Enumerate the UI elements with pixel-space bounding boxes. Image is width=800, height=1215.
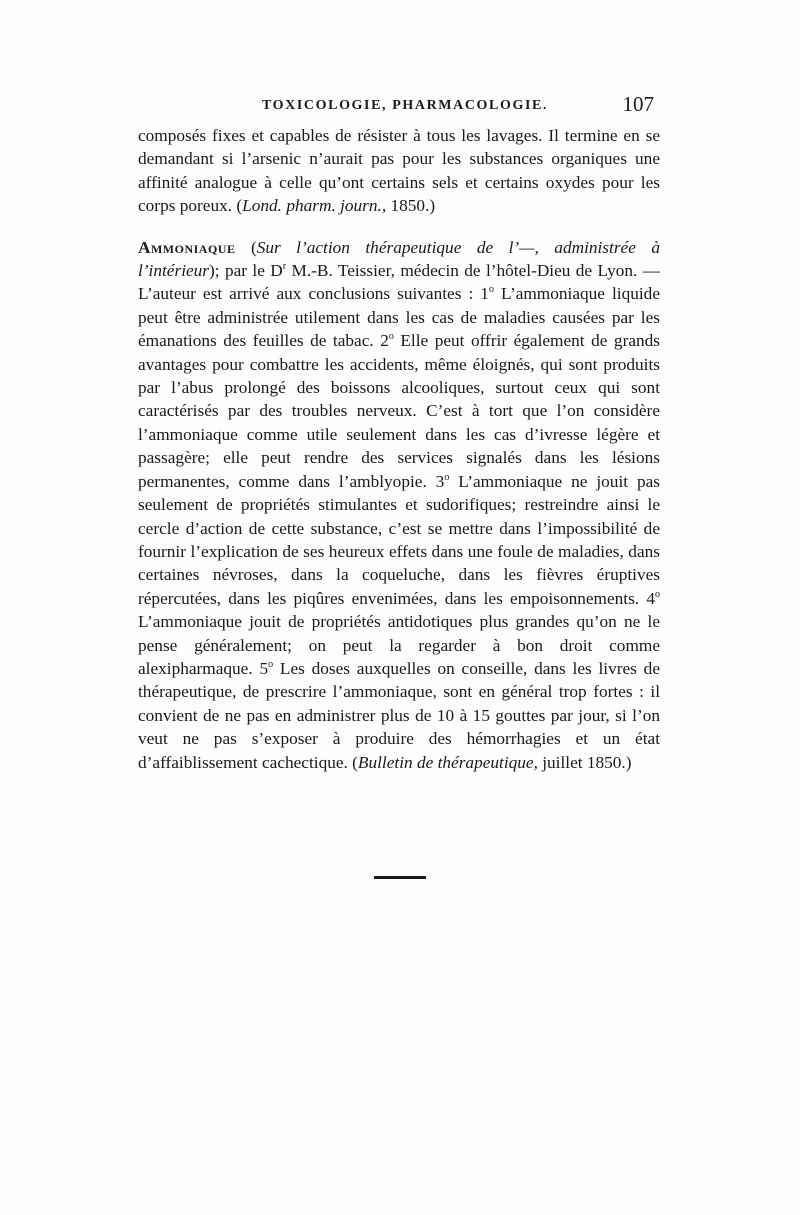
entry-author-prefix: ); par le D bbox=[209, 261, 283, 281]
paragraph-arsenic-text: composés fixes et capables de résister à tous les lavages. Il termine en se demandant si l’arsenic n’aurait pas pour les substances organiques une affinité analogue à celle qu’ont certains sels et certains oxydes pour les corps poreux. ( bbox=[138, 126, 660, 216]
entry-title-open: ( bbox=[235, 237, 257, 257]
source-citation: Lond. pharm. journ. bbox=[242, 196, 382, 216]
doctor-sup: r bbox=[282, 261, 287, 273]
ordinal-4: o bbox=[655, 588, 660, 600]
body-text bbox=[138, 124, 660, 774]
paragraph-ammoniaque bbox=[138, 236, 660, 774]
body-part-5: L’ammoniaque jouit de propriétés antidotiques plus grandes qu’on ne le pense généralement; on peut la regarder à bon droit comme alexipharmaque. 5 bbox=[138, 612, 660, 678]
ordinal-5: o bbox=[268, 659, 274, 671]
entry-title: Sur l’action thérapeutique de l’—, administrée à l’intérieur bbox=[138, 237, 660, 281]
citation-date-2: , juillet 1850.) bbox=[533, 752, 632, 772]
section-end-rule bbox=[374, 876, 426, 879]
page-number: 107 bbox=[622, 92, 654, 116]
body-part-4: L’ammoniaque ne jouit pas seulement de propriétés stimulantes et sudorifiques; restreindre ainsi le cercle d’action de cette substance, c’est se mettre dans l’impossibilité de fournir l’explication de ses heureux effets dans une foule de maladies, dans certaines névroses, dans la coqueluche, dans les fièvres éruptives répercutées, dans les piqûres envenimées, dans les empoisonnements. 4 bbox=[138, 471, 661, 608]
entry-heading: Ammoniaque bbox=[138, 237, 236, 257]
body-part-2: L’ammoniaque liquide peut être administrée utilement dans les cas de maladies causées par les émanations des feuilles de tabac. 2 bbox=[138, 284, 660, 351]
citation-date: , 1850.) bbox=[381, 196, 436, 216]
running-title: TOXICOLOGIE, PHARMACOLOGIE. bbox=[262, 98, 549, 113]
ordinal-2: o bbox=[388, 331, 394, 343]
body-part-1: M.-B. Teissier, médecin de l’hôtel-Dieu de Lyon. — L’auteur est arrivé aux conclusions suivantes : 1 bbox=[138, 261, 660, 304]
body-part-3: Elle peut offrir également de grands avantages pour combattre les accidents, même éloignés, qui sont produits par l’abus prolongé des boissons alcooliques, surtout ceux qui sont caractérisés par des troubles nerveux. C’est à tort que l’on considère l’ammoniaque comme utile seulement dans les cas d’ivresse légère et passagère; elle peut rendre des services signalés dans les lésions permanentes, comme dans l’amblyopie. 3 bbox=[138, 331, 661, 491]
running-head bbox=[140, 92, 660, 118]
source-citation-2: Bulletin de thérapeutique bbox=[357, 752, 534, 772]
paragraph-arsenic bbox=[138, 124, 660, 218]
ordinal-3: o bbox=[444, 471, 450, 483]
ordinal-1: o bbox=[488, 284, 494, 296]
paragraph-gap bbox=[138, 218, 660, 236]
body-part-6: Les doses auxquelles on conseille, dans les livres de thérapeutique, de prescrire l’ammoniaque, sont en général trop fortes : il convient de ne pas en administrer plus de 10 à 15 gouttes par jour, si l’on veut ne pas s’exposer à produire des hémorrhagies et un état d’affaiblissement cachectique. ( bbox=[138, 658, 660, 772]
